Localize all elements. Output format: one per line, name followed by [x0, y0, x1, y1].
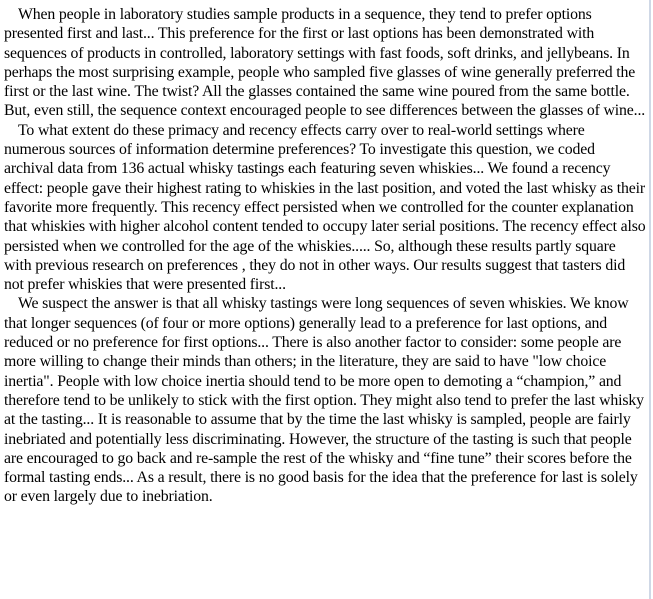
paragraph-1: When people in laboratory studies sample products in a sequence, they tend to prefer options presented first and last... This preference for the first or last options has been demonstrated with sequences of products in controlled, laboratory settings with fast foods, soft drinks, and jellybeans. In perhaps the most surprising example, people who sampled five glasses of wine generally preferred the first or the last wine. The twist? All the glasses contained the same wine poured from the same bottle. But, even still, the sequence context encouraged people to see differences between the glasses of wine... — [4, 6, 646, 120]
paragraph-2: To what extent do these primacy and recency effects carry over to real-world settings where numerous sources of information determine preferences? To investigate this question, we coded archival data from 136 actual whisky tastings each featuring seven whiskies... We found a recency effect: people gave their highest rating to whiskies in the last position, and voted the last whisky as their favorite more frequently. This recency effect persisted when we controlled for the counter explanation that whiskies with higher alcohol content tended to occupy later serial positions. The recency effect also persisted when we controlled for the age of the whiskies..... So, although these results partly square with previous research on preferences , they do not in other ways. Our results suggest that tasters did not prefer whiskies that were presented first... — [4, 121, 646, 294]
paragraph-3: We suspect the answer is that all whisky tastings were long sequences of seven whiskies. We know that longer sequences (of four or more options) generally lead to a preference for last options, and reduced or no preference for first options... There is also another factor to consider: some people are more willing to change their minds than others; in the literature, they are said to have "low choice inertia". People with low choice inertia should tend to be more open to demoting a “champion,” and therefore tend to be unlikely to stick with the first option. They might also tend to prefer the last whisky at the tasting... It is reasonable to assume that by the time the last whisky is sampled, people are fairly inebriated and potentially less discriminating. However, the structure of the tasting is such that people are encouraged to go back and re-sample the rest of the whisky and “fine tune” their scores before the formal tasting ends... As a result, there is no good basis for the idea that the preference for last is solely or even largely due to inebriation. — [4, 295, 644, 506]
document-body — [4, 5, 646, 507]
